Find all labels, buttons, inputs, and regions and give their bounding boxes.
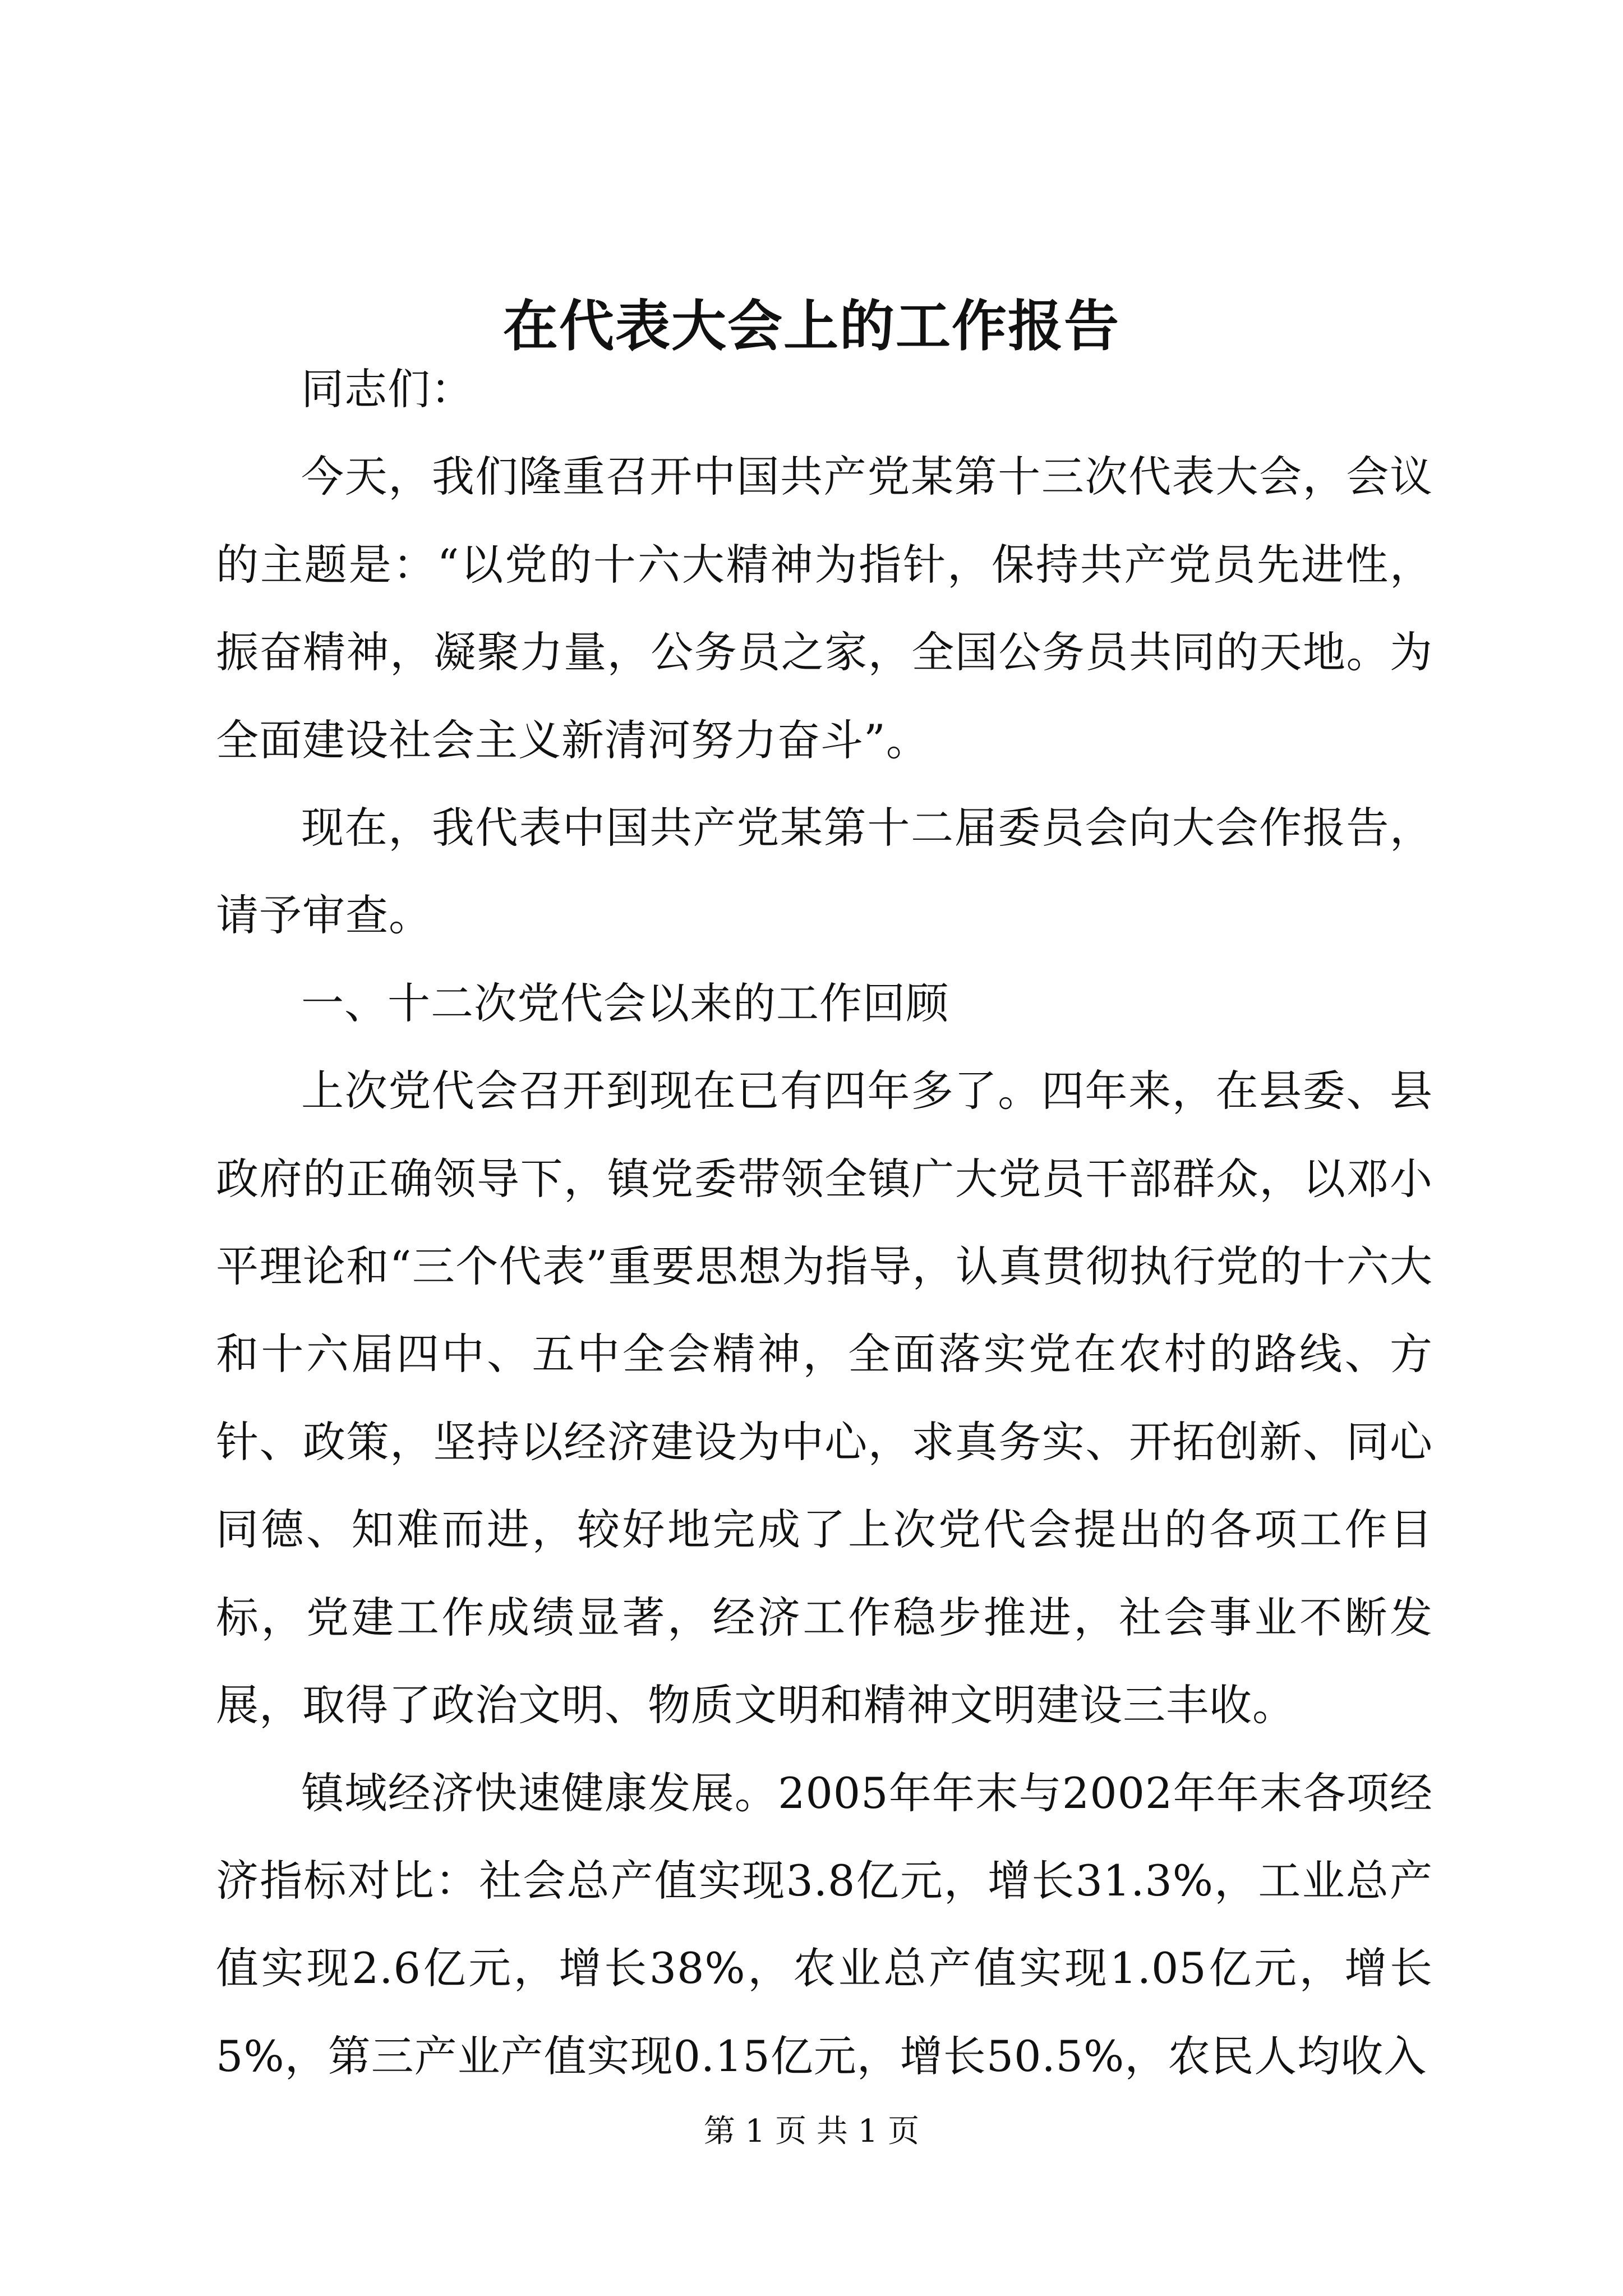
paragraph-review: 上次党代会召开到现在已有四年多了。四年来，在县委、县政府的正确领导下，镇党委带领全镇广大党员干部群众，以邓小平理论和“三个代表”重要思想为指导，认真贯彻执行党的十六大和十六届四中、五中全会精神，全面落实党在农村的路线、方针、政策，坚持以经济建设为中心，求真务实、开拓创新、同心同德、知难而进，较好地完成了上次党代会提出的各项工作目标，党建工作成绩显著，经济工作稳步推进，社会事业不断发展，取得了政治文明、物质文明和精神文明建设三丰收。: [216, 1066, 1433, 1731]
paragraph-opening: 今天，我们隆重召开中国共产党某第十三次代表大会，会议的主题是：“以党的十六大精神为指针，保持共产党员先进性，振奋精神，凝聚力量，公务员之家，全国公务员共同的天地。为全面建设社会主义新清河努力奋斗”。: [216, 452, 1433, 765]
document-title: 在代表大会上的工作报告: [502, 294, 1120, 358]
document-body: [216, 346, 1433, 2100]
page-footer: 第 1 页 共 1 页: [703, 2113, 920, 2150]
paragraph-salutation: 同志们：: [301, 364, 474, 414]
paragraph-report-intro: 现在，我代表中国共产党某第十二届委员会向大会作报告，请予审查。: [216, 803, 1433, 941]
section-heading: 一、十二次党代会以来的工作回顾: [301, 978, 949, 1028]
paragraph-economy: 镇域经济快速健康发展。2005年年末与2002年年末各项经济指标对比：社会总产值实现3.8亿元，增长31.3%，工业总产值实现2.6亿元，增长38%，农业总产值实现1.05亿元，增长5%，第三产业产值实现0.15亿元，增长50.5%，农民人均收入: [216, 1768, 1433, 2081]
